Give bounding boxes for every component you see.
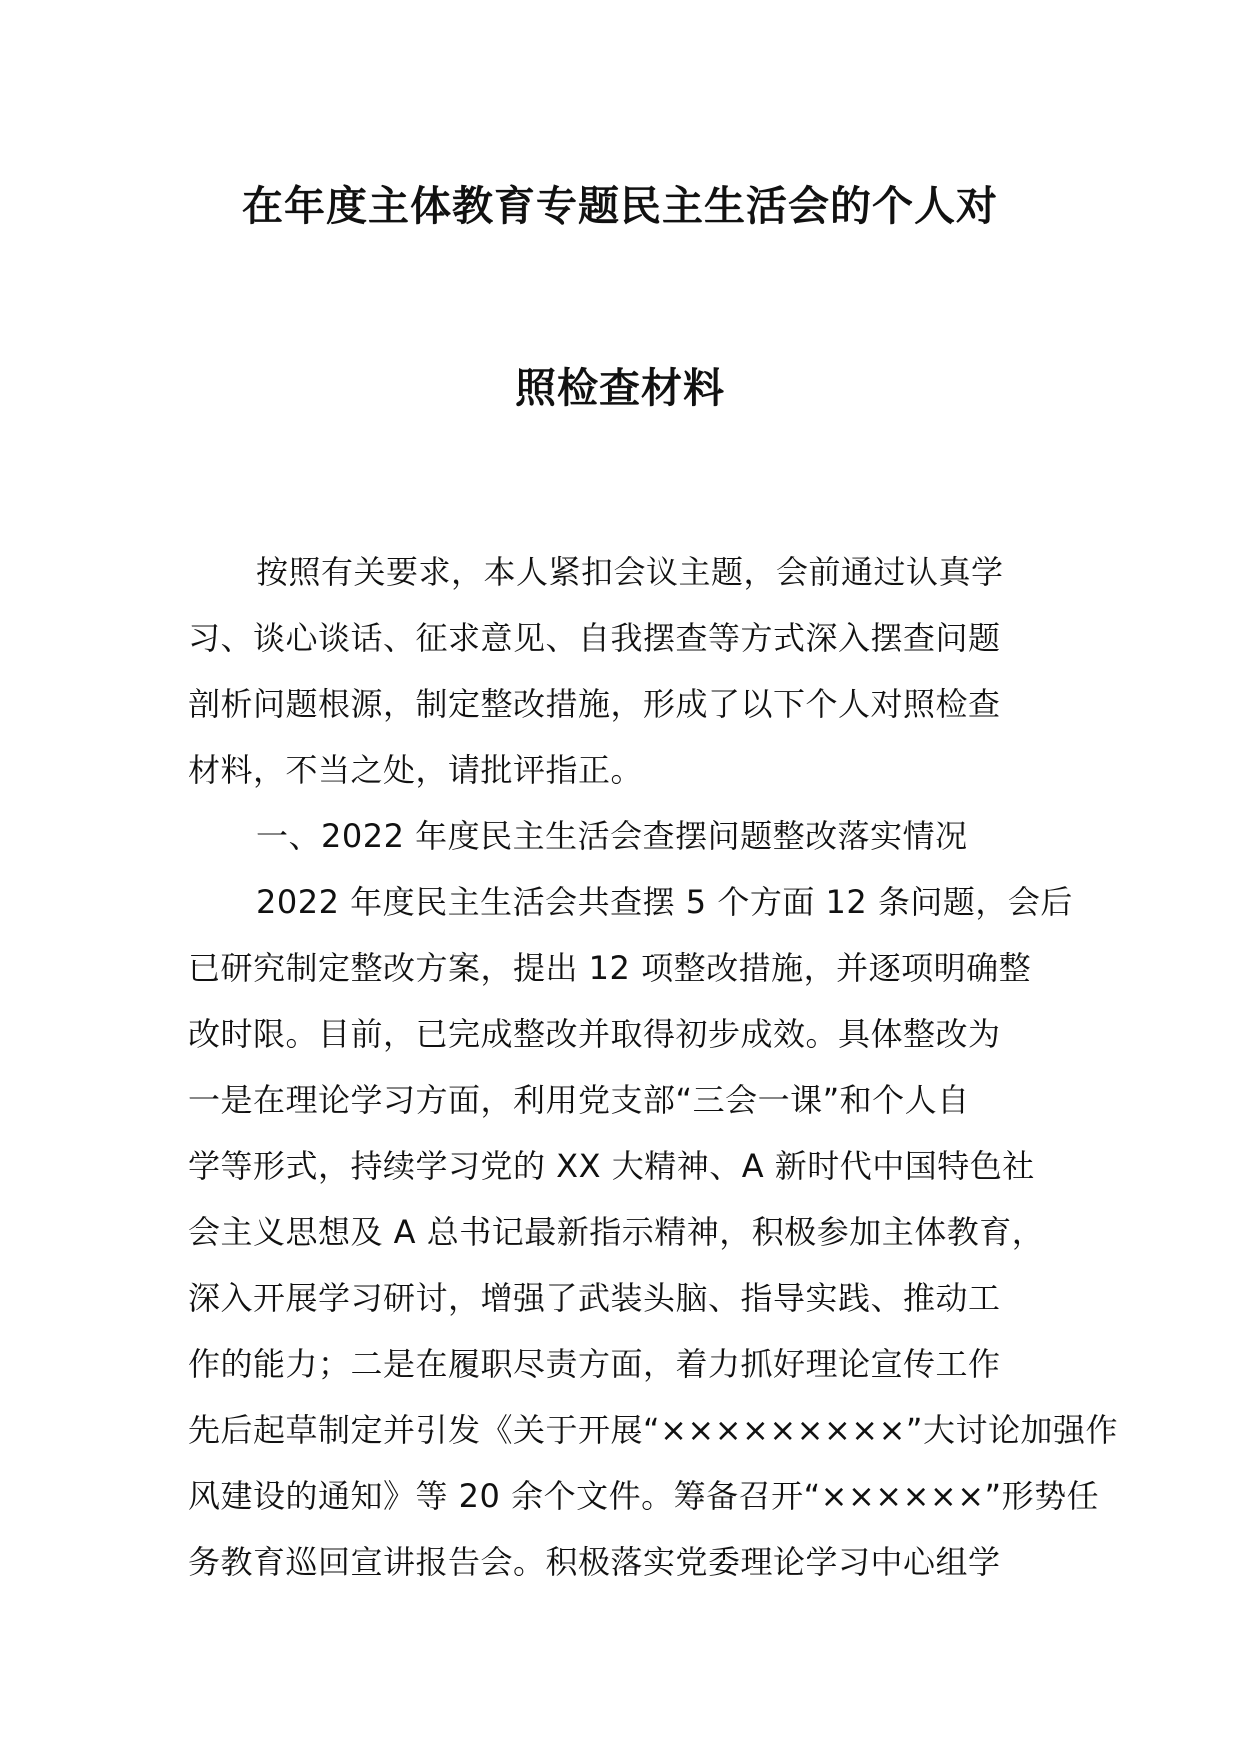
paragraph-line: 习、谈心谈话、征求意见、自我摆查等方式深入摆查问题 xyxy=(188,619,1001,657)
paragraph-line: 材料，不当之处，请批评指正。 xyxy=(188,751,644,789)
paragraph-line: 已研究制定整改方案，提出 12 项整改措施，并逐项明确整 xyxy=(188,949,1032,987)
paragraph-line: 风建设的通知》等 20 余个文件。筹备召开“××××××”形势任 xyxy=(188,1477,1100,1515)
document-title-line-1: 在年度主体教育专题民主生活会的个人对 xyxy=(242,182,998,230)
paragraph-line: 2022 年度民主生活会共查摆 5 个方面 12 条问题，会后 xyxy=(256,883,1073,921)
paragraph-line: 按照有关要求，本人紧扣会议主题，会前通过认真学 xyxy=(256,553,1004,591)
paragraph-line: 一是在理论学习方面，利用党支部“三会一课”和个人自 xyxy=(188,1081,970,1119)
paragraph-line: 会主义思想及 A 总书记最新指示精神，积极参加主体教育， xyxy=(188,1213,1045,1251)
paragraph-line: 学等形式，持续学习党的 XX 大精神、A 新时代中国特色社 xyxy=(188,1147,1035,1185)
paragraph-line: 作的能力；二是在履职尽责方面，着力抓好理论宣传工作 xyxy=(188,1345,1001,1383)
paragraph-line: 先后起草制定并引发《关于开展“×××××××××”大讨论加强作 xyxy=(188,1411,1118,1449)
document-title-line-2: 照检查材料 xyxy=(515,364,725,412)
paragraph-line: 务教育巡回宣讲报告会。积极落实党委理论学习中心组学 xyxy=(188,1543,1001,1581)
paragraph-line: 深入开展学习研讨，增强了武装头脑、指导实践、推动工 xyxy=(188,1279,1001,1317)
paragraph-line: 剖析问题根源，制定整改措施，形成了以下个人对照检查 xyxy=(188,685,1001,723)
paragraph-line: 改时限。目前，已完成整改并取得初步成效。具体整改为 xyxy=(188,1015,1001,1053)
section-heading: 一、2022 年度民主生活会查摆问题整改落实情况 xyxy=(256,817,968,855)
